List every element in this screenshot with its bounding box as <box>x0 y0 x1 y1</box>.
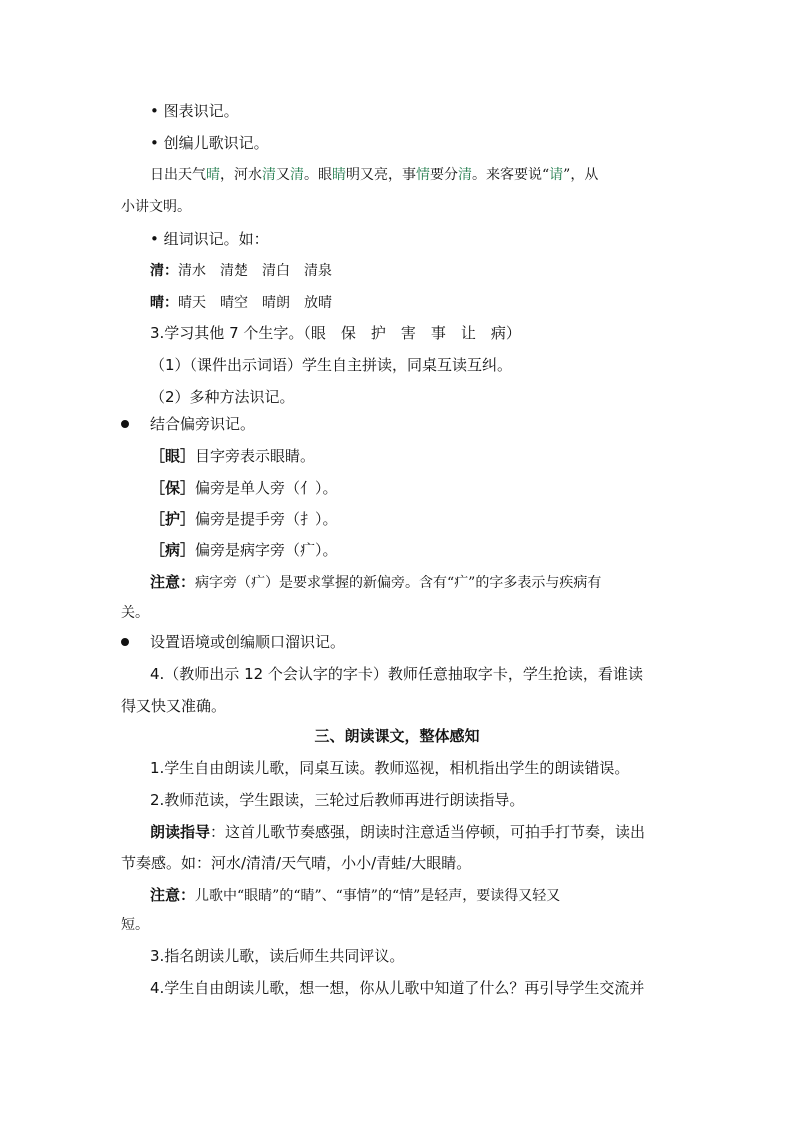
note-continuation: 短。 <box>121 917 149 933</box>
word-group-qing <box>0 261 794 281</box>
rhyme-text: 。来客要说“ <box>472 167 550 183</box>
word-group-head: 晴： <box>150 295 178 311</box>
highlight-char: 请 <box>549 167 564 183</box>
radical-text: 偏旁是提手旁（扌）。 <box>195 510 338 528</box>
guide-paragraph <box>0 822 794 842</box>
radical-item <box>0 509 794 529</box>
word-group-qing2 <box>0 293 794 313</box>
rhyme-text: 日出天气 <box>150 167 206 183</box>
highlight-char: 晴 <box>206 167 220 183</box>
rhyme-text: 明又亮，事 <box>346 167 416 183</box>
rhyme-text: 。眼 <box>304 167 332 183</box>
note-continuation: 关。 <box>121 605 149 621</box>
highlight-char: 清 <box>290 167 304 183</box>
rhyme-text: ”，从 <box>563 167 599 183</box>
note-paragraph <box>0 572 794 593</box>
radical-key: ［眼］ <box>150 447 196 465</box>
radical-key: ［病］ <box>150 541 196 559</box>
section-heading: 三、朗读课文，整体感知 <box>314 727 480 745</box>
rhyme-line-2: 小讲文明。 <box>121 199 191 215</box>
paragraph: 4.（教师出示 12 个会认字的字卡）教师任意抽取字卡，学生抢读，看谁读 <box>150 665 643 683</box>
rhyme-line-1 <box>0 165 794 185</box>
paragraph: 3.指名朗读儿歌，读后师生共同评议。 <box>150 947 405 965</box>
paragraph: 2.教师范读，学生跟读，三轮过后教师再进行朗读指导。 <box>150 791 525 809</box>
paragraph-continuation: 得又快又准确。 <box>121 697 227 715</box>
word-group-words: 清水 清楚 清白 清泉 <box>178 263 332 279</box>
list-item: • 图表识记。 <box>150 102 239 120</box>
radical-text: 偏旁是病字旁（疒）。 <box>195 541 338 559</box>
word-group-head: 清： <box>150 263 178 279</box>
paragraph: （1）（课件出示词语）学生自主拼读，同桌互读互纠。 <box>150 356 513 374</box>
highlight-char: 清 <box>262 167 276 183</box>
paragraph: 1.学生自由朗读儿歌，同桌互读。教师巡视，相机指出学生的朗读错误。 <box>150 759 630 777</box>
highlight-char: 睛 <box>332 167 346 183</box>
note-head: 注意： <box>150 886 196 904</box>
list-item: • 组词识记。如： <box>150 230 269 248</box>
paragraph: 3.学习其他 7 个生字。（眼 保 护 害 事 让 病） <box>150 324 521 342</box>
note-paragraph <box>0 885 794 906</box>
note-text: 病字旁（疒）是要求掌握的新偏旁。含有“疒”的字多表示与疾病有 <box>195 575 602 591</box>
rhyme-text: 又 <box>276 167 290 183</box>
radical-item <box>0 446 794 466</box>
paragraph-continuation: 节奏感。如：河水/清清/天气晴，小小/青蛙/大眼睛。 <box>121 854 472 872</box>
note-text: 儿歌中“眼睛”的“睛”、“事情”的“情”是轻声，要读得又轻又 <box>195 888 561 904</box>
paragraph: 结合偏旁识记。 <box>150 415 256 433</box>
highlight-char: 清 <box>458 167 472 183</box>
note-head: 注意： <box>150 573 196 591</box>
word-group-words: 晴天 晴空 晴朗 放晴 <box>178 295 332 311</box>
radical-text: 偏旁是单人旁（亻）。 <box>195 479 338 497</box>
paragraph: 4.学生自由朗读儿歌，想一想，你从儿歌中知道了什么？再引导学生交流并 <box>150 979 645 997</box>
rhyme-text: ，河水 <box>220 167 262 183</box>
radical-item <box>0 478 794 498</box>
rhyme-text: 要分 <box>430 167 458 183</box>
guide-head: 朗读指导 <box>150 823 211 841</box>
paragraph: （2）多种方法识记。 <box>150 388 295 406</box>
radical-text: 目字旁表示眼睛。 <box>195 447 316 465</box>
paragraph: 设置语境或创编顺口溜识记。 <box>150 633 346 651</box>
highlight-char: 情 <box>416 167 430 183</box>
radical-key: ［保］ <box>150 479 196 497</box>
list-item: • 创编儿歌识记。 <box>150 134 269 152</box>
guide-text: ：这首儿歌节奏感强，朗读时注意适当停顿，可拍手打节奏，读出 <box>210 823 646 841</box>
radical-item <box>0 540 794 560</box>
radical-key: ［护］ <box>150 510 196 528</box>
